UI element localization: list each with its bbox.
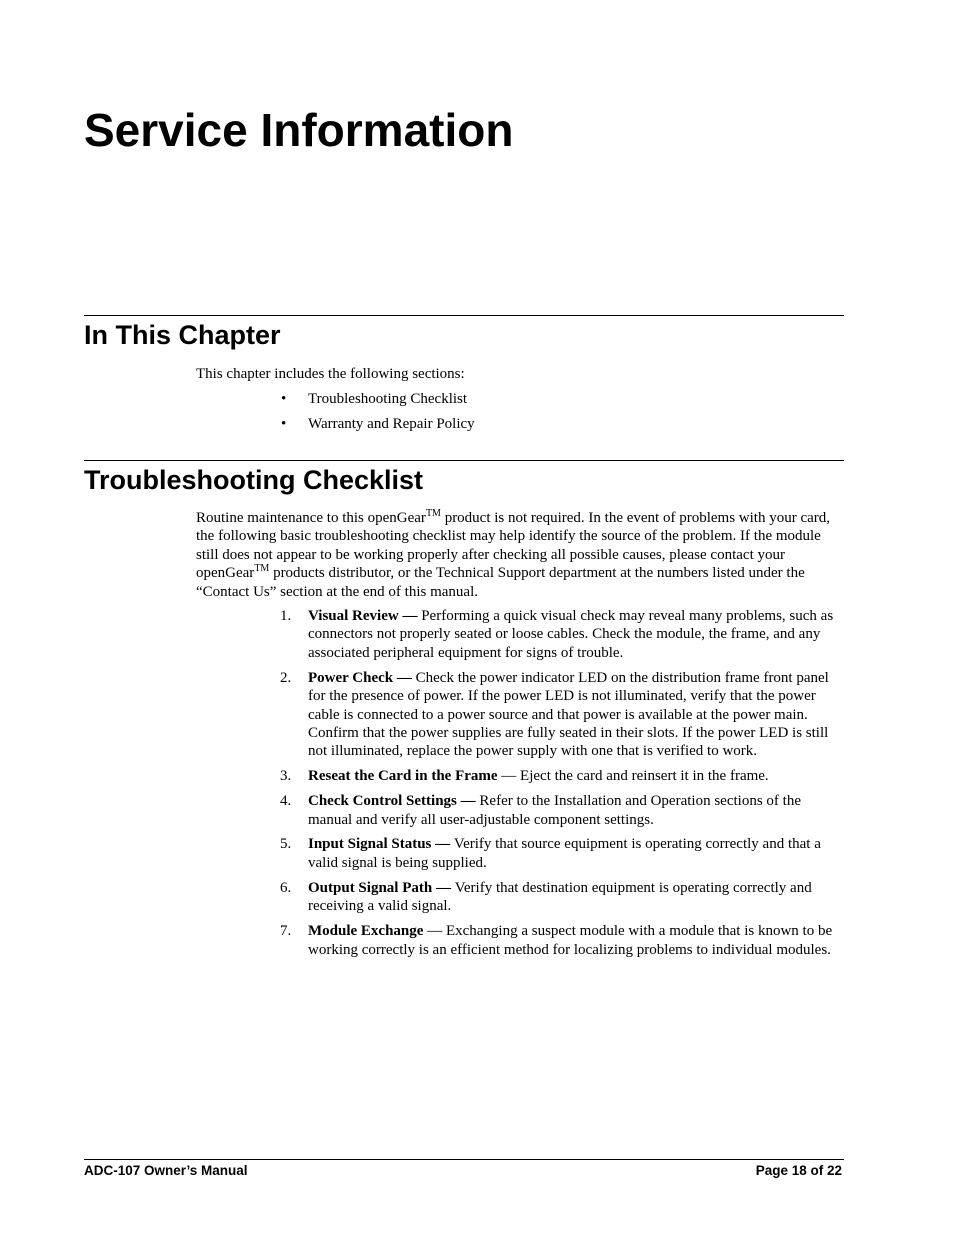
paragraph-text: product is not required. In the event of problems with your card, the following basic troubleshooting checklist may help identify the source of the problem. If the module still does not appear to be working properly after checking all possible causes, please contact your openGear [196, 510, 830, 582]
footer-manual-title: ADC-107 Owner’s Manual [84, 1163, 248, 1178]
footer-rule [84, 1159, 844, 1160]
list-item [280, 835, 846, 872]
step-title: Visual Review [308, 608, 399, 624]
step-separator: — [431, 836, 454, 853]
step-separator: — [497, 768, 521, 785]
step-text: Verify that source equipment is operating correctly and that a valid signal is being supplied. [308, 836, 821, 871]
step-number: 2. [280, 669, 292, 686]
list-item [280, 607, 846, 662]
list-item [278, 390, 838, 415]
step-number: 4. [280, 793, 292, 810]
section-rule-in-this-chapter [84, 315, 844, 316]
step-separator: — [432, 879, 455, 896]
list-item [280, 922, 846, 959]
step-number: 1. [280, 608, 292, 624]
step-text: Exchanging a suspect module with a module that is known to be working correctly is an efficient method for localizing problems to individual modules. [308, 923, 833, 958]
step-separator: — [456, 793, 480, 810]
step-title: Output Signal Path [308, 879, 433, 896]
list-item [280, 669, 846, 761]
section-rule-troubleshooting [84, 460, 844, 461]
trademark-mark: TM [254, 563, 270, 575]
step-text: Verify that destination equipment is operating correctly and receiving a valid signal. [308, 879, 812, 915]
trademark-mark: TM [425, 508, 441, 519]
step-separator: — [393, 669, 416, 686]
list-item-label: Warranty and Repair Policy [308, 416, 475, 432]
step-number: 7. [280, 923, 292, 940]
paragraph-text: Routine maintenance to this openGear [196, 510, 426, 526]
step-title: Module Exchange [308, 923, 424, 940]
footer-page-number: Page 18 of 22 [755, 1163, 842, 1178]
chapter-title: Service Information [84, 104, 514, 156]
chapter-intro-text: This chapter includes the following sections: [196, 366, 465, 382]
step-separator: — [398, 608, 422, 624]
paragraph-text: products distributor, or the Technical Support department at the numbers listed under the “Contact Us” section at the end of this manual. [196, 565, 805, 600]
list-item [280, 792, 846, 829]
list-item [280, 879, 846, 916]
step-number: 5. [280, 836, 292, 853]
list-item-label: Troubleshooting Checklist [308, 391, 468, 407]
list-item [280, 767, 846, 785]
list-item [278, 415, 838, 440]
step-title: Input Signal Status [308, 836, 432, 853]
bullet-icon: • [281, 391, 287, 407]
step-number: 6. [280, 879, 292, 896]
step-text: Check the power indicator LED on the distribution frame front panel for the presence of power. If the power LED is not illuminated, verify that the power cable is connected to a power source and that power is available at the power main. Confirm that the power supplies are fully seated in their slots. If the power LED is still not illuminated, replace the power supply with one that is verified to work. [308, 669, 829, 760]
step-title: Check Control Settings [308, 793, 457, 810]
step-text: Performing a quick visual check may reveal many problems, such as connectors not properly seated or loose cables. Check the module, the frame, and any associated peripheral equipment for signs of trouble. [308, 608, 834, 661]
bullet-icon: • [281, 416, 287, 432]
step-title: Power Check [308, 669, 394, 686]
step-text: Eject the card and reinsert it in the frame. [520, 768, 769, 785]
chapter-sections-list [278, 390, 838, 440]
troubleshooting-steps-list [280, 607, 846, 965]
section-heading-in-this-chapter: In This Chapter [84, 320, 281, 350]
section-heading-troubleshooting: Troubleshooting Checklist [84, 465, 424, 495]
troubleshooting-intro-paragraph [196, 509, 846, 601]
step-separator: — [423, 923, 446, 940]
step-title: Reseat the Card in the Frame [308, 768, 498, 785]
step-number: 3. [280, 768, 292, 785]
step-text: Refer to the Installation and Operation sections of the manual and verify all user-adjustable component settings. [308, 793, 801, 828]
